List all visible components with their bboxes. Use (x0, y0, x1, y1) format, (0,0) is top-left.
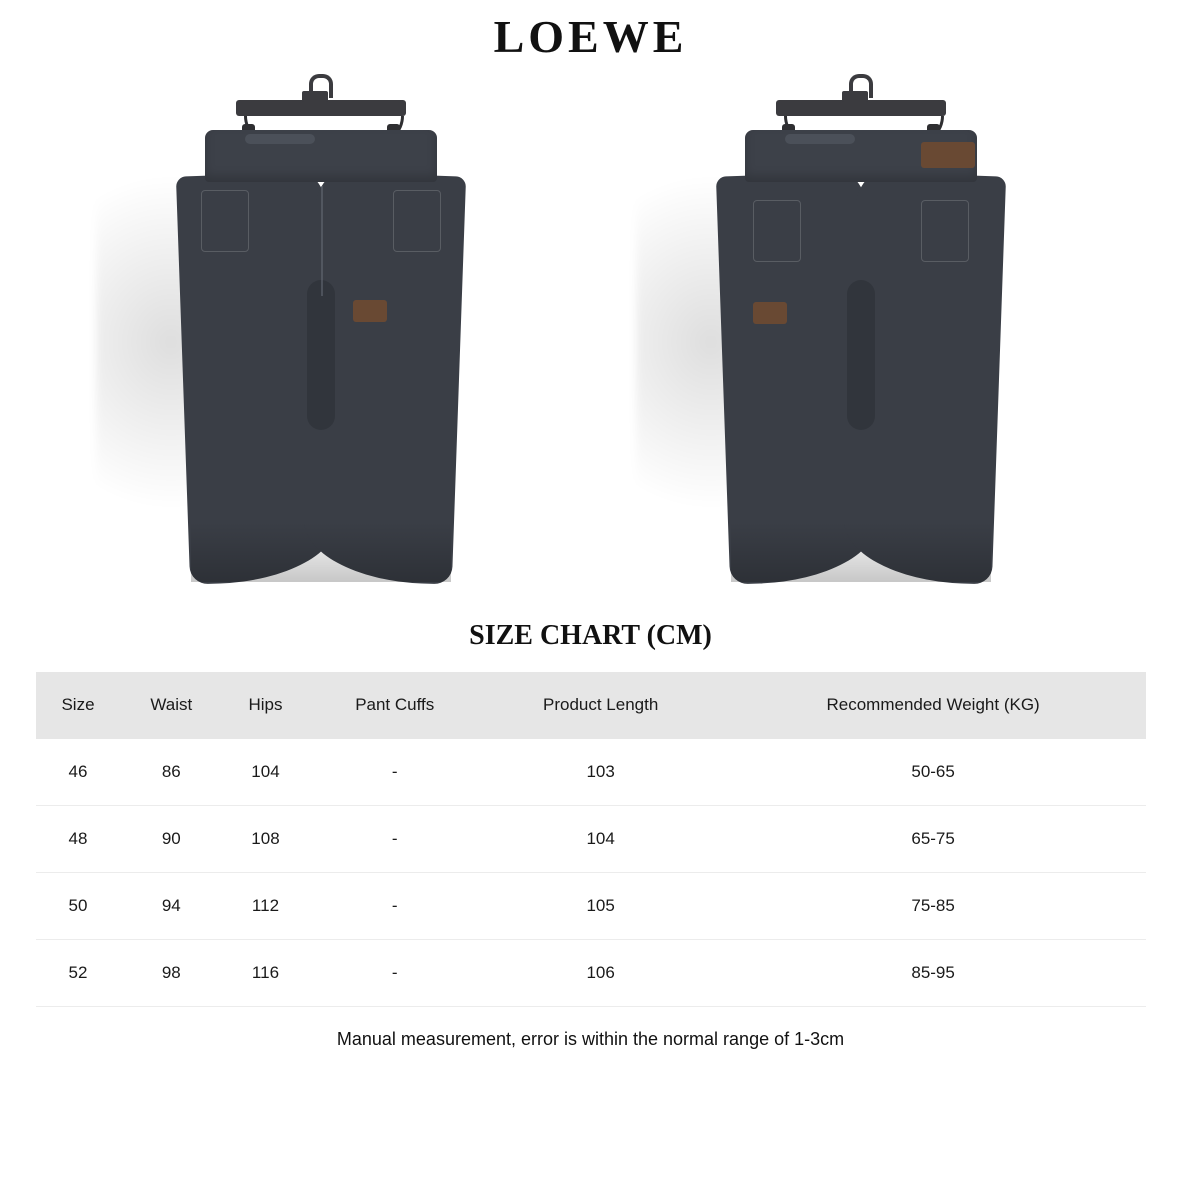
measurement-note: Manual measurement, error is within the normal range of 1-3cm (336, 1028, 845, 1049)
table-header-row (36, 672, 1146, 739)
cell-size: 52 (36, 939, 121, 1006)
cell-size: 48 (36, 805, 121, 872)
cell-recommended-weight: 85-95 (721, 939, 1146, 1006)
column-header-waist: Waist (121, 672, 223, 739)
leather-tab-icon (753, 302, 787, 324)
cell-hips: 108 (222, 805, 309, 872)
cell-waist: 86 (121, 739, 223, 806)
product-image-front[interactable] (86, 82, 556, 602)
product-image-gallery (0, 82, 1181, 602)
table-row (36, 739, 1146, 806)
cell-size: 50 (36, 872, 121, 939)
size-chart-table (36, 672, 1146, 1007)
cell-hips: 104 (222, 739, 309, 806)
column-header-recommended-weight: Recommended Weight (KG) (721, 672, 1146, 739)
size-chart-title: SIZE CHART (CM) (469, 620, 712, 651)
cell-waist: 94 (121, 872, 223, 939)
column-header-size: Size (36, 672, 121, 739)
table-row (36, 939, 1146, 1006)
cell-recommended-weight: 65-75 (721, 805, 1146, 872)
cell-product-length: 103 (481, 739, 721, 806)
table-row (36, 805, 1146, 872)
column-header-hips: Hips (222, 672, 309, 739)
leather-tab-icon (353, 300, 387, 322)
cell-size: 46 (36, 739, 121, 806)
product-image-back[interactable] (626, 82, 1096, 602)
trousers-front (191, 130, 451, 582)
cell-pant-cuffs: - (309, 872, 481, 939)
cell-hips: 116 (222, 939, 309, 1006)
trousers-back (731, 130, 991, 582)
column-header-product-length: Product Length (481, 672, 721, 739)
column-header-pant-cuffs: Pant Cuffs (309, 672, 481, 739)
cell-pant-cuffs: - (309, 939, 481, 1006)
cell-pant-cuffs: - (309, 805, 481, 872)
cell-product-length: 106 (481, 939, 721, 1006)
brand-logo: LOEWE (493, 11, 688, 62)
cell-recommended-weight: 50-65 (721, 739, 1146, 806)
table-row (36, 872, 1146, 939)
cell-hips: 112 (222, 872, 309, 939)
cell-recommended-weight: 75-85 (721, 872, 1146, 939)
cell-waist: 98 (121, 939, 223, 1006)
cell-waist: 90 (121, 805, 223, 872)
leather-patch-icon (921, 142, 975, 168)
cell-product-length: 104 (481, 805, 721, 872)
cell-product-length: 105 (481, 872, 721, 939)
cell-pant-cuffs: - (309, 739, 481, 806)
